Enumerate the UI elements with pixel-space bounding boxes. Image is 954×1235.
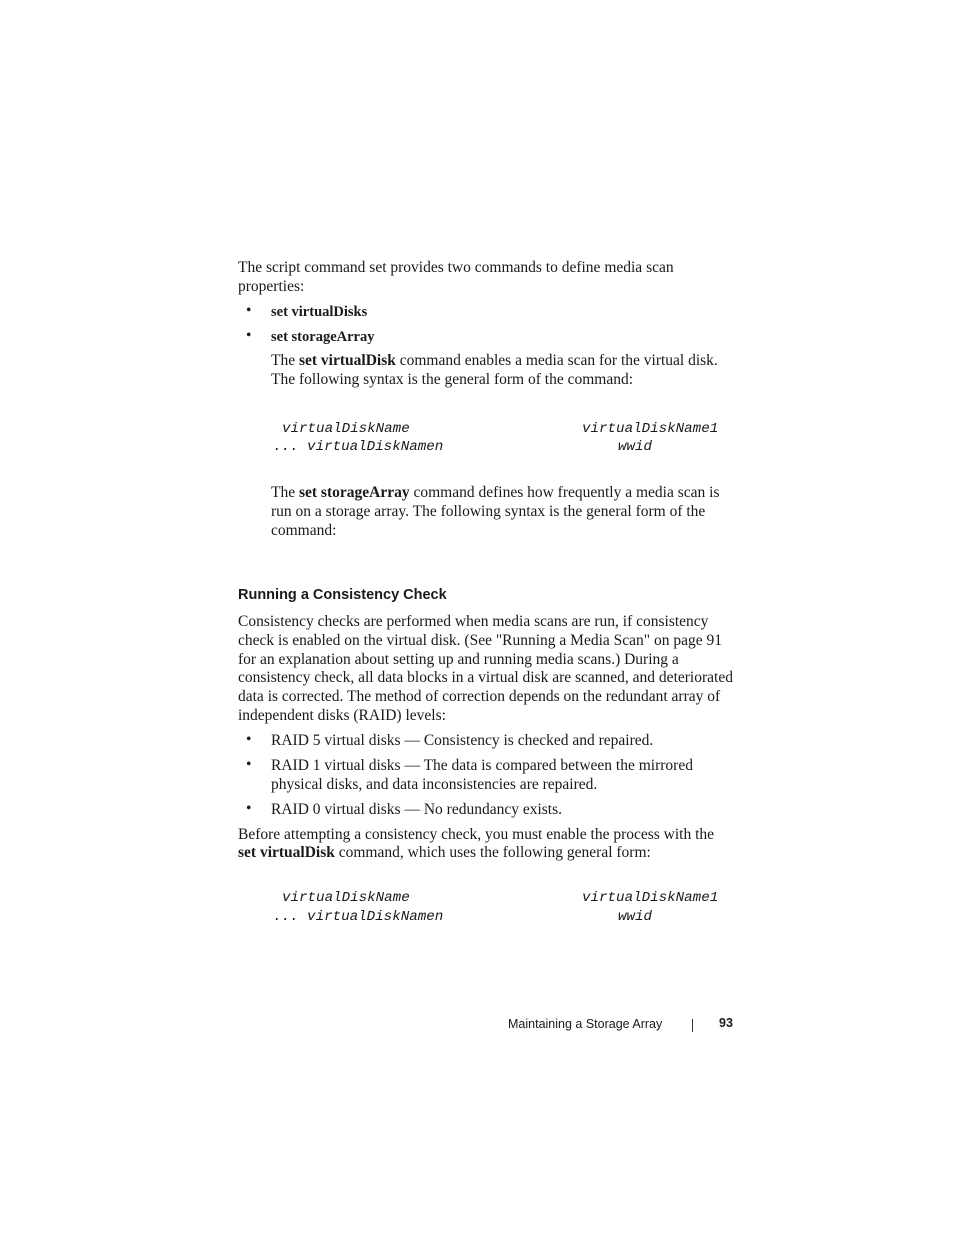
text-span: command, which uses the following general form: xyxy=(334,844,651,861)
list-item: RAID 1 virtual disks — The data is compared between the mirrored xyxy=(271,757,693,774)
list-item: RAID 5 virtual disks — Consistency is checked and repaired. xyxy=(271,732,654,749)
list-item: set storageArray xyxy=(271,329,375,345)
syntax-token: virtualDiskName xyxy=(282,421,410,437)
before-para-line-1: Before attempting a consistency check, you must enable the process with the xyxy=(238,826,715,843)
syntax-token: wwid xyxy=(618,909,653,925)
text-span: command defines how frequently a media scan is xyxy=(409,484,720,501)
section-heading: Running a Consistency Check xyxy=(238,587,447,603)
syntax-token: virtualDiskName1 xyxy=(582,890,719,906)
page-number: 93 xyxy=(719,1016,733,1030)
intro-line-1: The script command set provides two commands to define media scan xyxy=(238,259,674,276)
consistency-para-line: independent disks (RAID) levels: xyxy=(238,707,446,724)
bullet-icon: • xyxy=(246,731,252,748)
bullet-icon: • xyxy=(246,756,252,773)
intro-line-2: properties: xyxy=(238,278,305,295)
syntax-token: ... virtualDiskNamen xyxy=(273,439,444,455)
storagearray-para-line-3: command: xyxy=(271,522,337,539)
list-item-continuation: physical disks, and data inconsistencies are repaired. xyxy=(271,776,598,793)
list-item: RAID 0 virtual disks — No redundancy exists. xyxy=(271,801,563,818)
syntax-token: wwid xyxy=(618,439,653,455)
consistency-para-line: consistency check, all data blocks in a virtual disk are scanned, and deteriorated xyxy=(238,669,733,686)
text-span: The xyxy=(271,352,299,369)
consistency-para-line: for an explanation about setting up and running media scans.) During a xyxy=(238,651,679,668)
bullet-icon: • xyxy=(246,327,252,344)
before-para-line-2 xyxy=(238,844,651,863)
command-name: set virtualDisk xyxy=(238,844,335,861)
virtualdisk-para-line-2: The following syntax is the general form of the command: xyxy=(271,371,634,388)
bullet-icon: • xyxy=(246,302,252,319)
consistency-para-line: Consistency checks are performed when media scans are run, if consistency xyxy=(238,613,709,630)
footer-section-title: Maintaining a Storage Array xyxy=(508,1017,663,1031)
syntax-token: ... virtualDiskNamen xyxy=(273,909,444,925)
list-item: set virtualDisks xyxy=(271,304,368,320)
virtualdisk-para-line-1 xyxy=(271,352,718,371)
command-name: set virtualDisk xyxy=(298,352,396,369)
consistency-para-line: check is enabled on the virtual disk. (See "Running a Media Scan" on page 91 xyxy=(238,632,722,649)
command-name: set storageArray xyxy=(298,484,410,501)
bullet-icon: • xyxy=(246,800,252,817)
consistency-para-line: data is corrected. The method of correction depends on the redundant array of xyxy=(238,688,721,705)
footer-divider xyxy=(692,1019,693,1032)
syntax-token: virtualDiskName1 xyxy=(582,421,719,437)
text-span: The xyxy=(271,484,299,501)
storagearray-para-line-1 xyxy=(271,484,720,503)
storagearray-para-line-2: run on a storage array. The following syntax is the general form of the xyxy=(271,503,706,520)
text-span: command enables a media scan for the virtual disk. xyxy=(395,352,718,369)
syntax-token: virtualDiskName xyxy=(282,890,410,906)
